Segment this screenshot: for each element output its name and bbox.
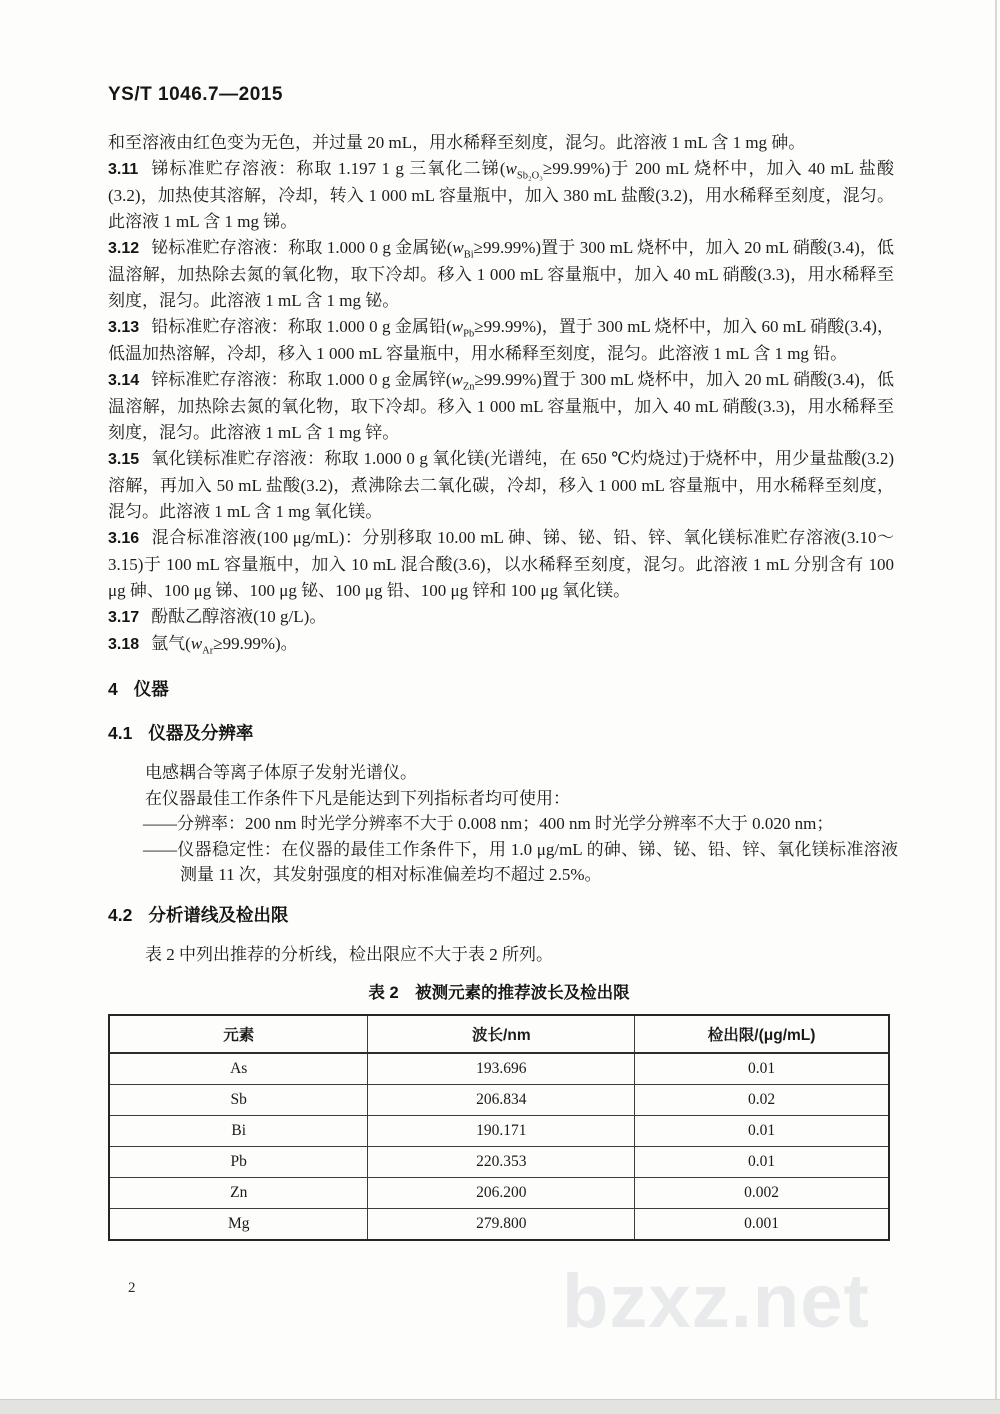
- subscript-text: Pb: [463, 328, 475, 340]
- watermark: bzxz.net: [562, 1259, 870, 1344]
- clause-text: ≥99.99%)，置于 300 mL 烧杯中，加入 60 mL 硝酸(3.4)，低温加热溶解，冷却，移入 1 000 mL 容量瓶中，用水稀释至刻度，混匀。此溶液 1 mL 含 1 mg 铅。: [108, 317, 894, 363]
- table-cell: 0.002: [635, 1178, 889, 1209]
- table-cell: 206.834: [368, 1085, 635, 1116]
- table-cell: 0.001: [635, 1209, 889, 1241]
- section-4-1-heading: [108, 720, 253, 745]
- table-cell: 0.02: [635, 1085, 889, 1116]
- clause-number: 3.14: [108, 372, 140, 389]
- clause-number: 3.13: [108, 319, 140, 336]
- subscript-text: Bi: [463, 249, 474, 261]
- table-header-cell: 元素: [109, 1015, 368, 1053]
- table-cell: 193.696: [368, 1053, 635, 1085]
- clause-paragraph: [108, 130, 894, 156]
- clause-paragraph: [108, 446, 894, 525]
- standard-code: YS/T 1046.7—2015: [108, 84, 283, 105]
- clause-paragraph: [108, 314, 894, 367]
- clause-number: 3.16: [108, 530, 140, 547]
- clause-text: w: [451, 370, 463, 389]
- clause-text: 铋标准贮存溶液：称取 1.000 0 g 金属铋(: [151, 238, 453, 257]
- subscript-text: Ar: [202, 645, 214, 657]
- section-number: 4: [108, 679, 118, 699]
- clause-paragraph: [108, 631, 894, 658]
- section-title: 仪器: [133, 679, 169, 699]
- clause-text: 混合标准溶液(100 μg/mL)：分别移取 10.00 mL 砷、锑、铋、铅、锌、氧化镁标准贮存溶液(3.10～3.15)于 100 mL 容量瓶中，加入 10 mL 混合酸(3.6)，以水稀释至刻度，混匀。此溶液 1 mL 分别含有 100 μg 砷、100 μg 锑、100 μg 铋、100 μg 铅、100 μg 锌和 100 μg 氧化镁。: [108, 528, 894, 600]
- table-cell: 206.200: [368, 1178, 635, 1209]
- clause-text: 酚酞乙醇溶液(10 g/L)。: [151, 607, 327, 626]
- section-title: 仪器及分辨率: [148, 723, 254, 743]
- table-cell: As: [109, 1053, 368, 1085]
- section-title: 分析谱线及检出限: [148, 905, 289, 925]
- table-header-cell: 检出限/(μg/mL): [635, 1015, 889, 1053]
- clause-paragraph: [108, 156, 894, 235]
- table-header-cell: 波长/nm: [368, 1015, 635, 1053]
- clause-text: ≥99.99%)于 200 mL 烧杯中，加入 40 mL 盐酸(3.2)，加热使其溶解，冷却，转入 1 000 mL 容量瓶中，加入 380 mL 盐酸(3.2)，用水稀释至刻度，混匀。此溶液 1 mL 含 1 mg 锑。: [108, 159, 894, 231]
- clause-text: ≥99.99%)。: [213, 634, 298, 653]
- clause-paragraph: [108, 525, 894, 604]
- clause-text: w: [190, 634, 203, 653]
- subscript-text: Zn: [462, 381, 475, 393]
- table-cell: 220.353: [368, 1147, 635, 1178]
- table-cell: Mg: [109, 1209, 368, 1241]
- table-intro-paragraph: 表 2 中列出推荐的分析线，检出限应不大于表 2 所列。: [145, 945, 553, 964]
- table-cell: Bi: [109, 1116, 368, 1147]
- section-4-heading: [108, 676, 169, 701]
- clause-text: 锌标准贮存溶液：称取 1.000 0 g 金属锌(: [151, 370, 452, 389]
- clause-text: 氩气(: [151, 634, 191, 653]
- clause-number: 3.12: [108, 240, 140, 257]
- clause-number: 3.18: [108, 636, 140, 653]
- dash-list-item: ——仪器稳定性：在仪器的最佳工作条件下，用 1.0 μg/mL 的砷、锑、铋、铅、锌、氧化镁标准溶液测量 11 次，其发射强度的相对标准偏差均不超过 2.5%。: [143, 839, 898, 884]
- table-cell: 279.800: [368, 1209, 635, 1241]
- clause-number: 3.17: [108, 609, 140, 626]
- clause-text: 氧化镁标准贮存溶液：称取 1.000 0 g 氧化镁(光谱纯，在 650 ℃灼烧过)于烧杯中，用少量盐酸(3.2) 溶解，再加入 50 mL 盐酸(3.2)，煮沸除去二氧化碳，冷却，移入 1 000 mL 容量瓶中，用水稀释至刻度，混匀。此溶液 1 mL 含 1 mg 氧化镁。: [108, 449, 894, 521]
- clauses: [108, 130, 894, 658]
- clause-text: ≥99.99%)置于 300 mL 烧杯中，加入 20 mL 硝酸(3.4)，低温溶解，加热除去氮的氧化物，取下冷却。移入 1 000 mL 容量瓶中，加入 40 mL 硝酸(3.3)，用水稀释至刻度，混匀。此溶液 1 mL 含 1 mg 锌。: [108, 370, 894, 442]
- section-number: 4.1: [108, 723, 133, 743]
- page-number: 2: [128, 1280, 136, 1296]
- clause-paragraph: [108, 367, 894, 446]
- clause-text: 铅标准贮存溶液：称取 1.000 0 g 金属铅(: [151, 317, 452, 336]
- wavelength-table: [108, 1014, 890, 1241]
- table-head: [109, 1015, 889, 1053]
- clause-number: 3.11: [108, 161, 139, 178]
- table-cell: 0.01: [635, 1053, 889, 1085]
- clause-text: 和至溶液由红色变为无色，并过量 20 mL，用水稀释至刻度，混匀。此溶液 1 mL 含 1 mg 砷。: [108, 133, 806, 152]
- dash-list-item: ——分辨率：200 nm 时光学分辨率不大于 0.008 nm；400 nm 时光学分辨率不大于 0.020 nm；: [143, 814, 834, 833]
- scan-right-edge: [995, 0, 997, 1413]
- table-cell: 190.171: [368, 1116, 635, 1147]
- paragraph: 在仪器最佳工作条件下凡是能达到下列指标者均可使用：: [145, 788, 570, 808]
- clause-text: w: [505, 159, 517, 178]
- table-cell: 0.01: [635, 1116, 889, 1147]
- table-row: [109, 1053, 889, 1085]
- table-row: [109, 1147, 889, 1178]
- table-row: [109, 1209, 889, 1241]
- section-4-2-heading: [108, 902, 288, 927]
- clause-paragraph: [108, 604, 894, 631]
- clause-text: w: [451, 317, 464, 336]
- clause-number: 3.15: [108, 451, 140, 468]
- table-caption: 表 2 被测元素的推荐波长及检出限: [368, 984, 630, 1002]
- clause-text: ≥99.99%)置于 300 mL 烧杯中，加入 20 mL 硝酸(3.4)，低温溶解，加热除去氮的氧化物，取下冷却。移入 1 000 mL 容量瓶中，加入 40 mL 硝酸(3.3)，用水稀释至刻度，混匀。此溶液 1 mL 含 1 mg 铋。: [108, 238, 894, 310]
- section-4-1-body: [108, 760, 898, 888]
- clause-text: 锑标准贮存溶液：称取 1.197 1 g 三氧化二锑(: [150, 159, 506, 178]
- table-cell: Sb: [109, 1085, 368, 1116]
- paragraph: 电感耦合等离子体原子发射光谱仪。: [145, 763, 417, 782]
- clause-paragraph: [108, 235, 894, 314]
- scan-bottom-edge: [0, 1399, 1000, 1414]
- table-row: [109, 1116, 889, 1147]
- table-cell: Pb: [109, 1147, 368, 1178]
- section-number: 4.2: [108, 905, 133, 925]
- table-body: [109, 1053, 889, 1240]
- clause-text: w: [452, 238, 464, 257]
- table-row: [109, 1178, 889, 1209]
- table-cell: Zn: [109, 1178, 368, 1209]
- table-row: [109, 1085, 889, 1116]
- table-header-row: [109, 1015, 889, 1053]
- subscript-text: Sb₂O₃: [516, 170, 543, 182]
- table-cell: 0.01: [635, 1147, 889, 1178]
